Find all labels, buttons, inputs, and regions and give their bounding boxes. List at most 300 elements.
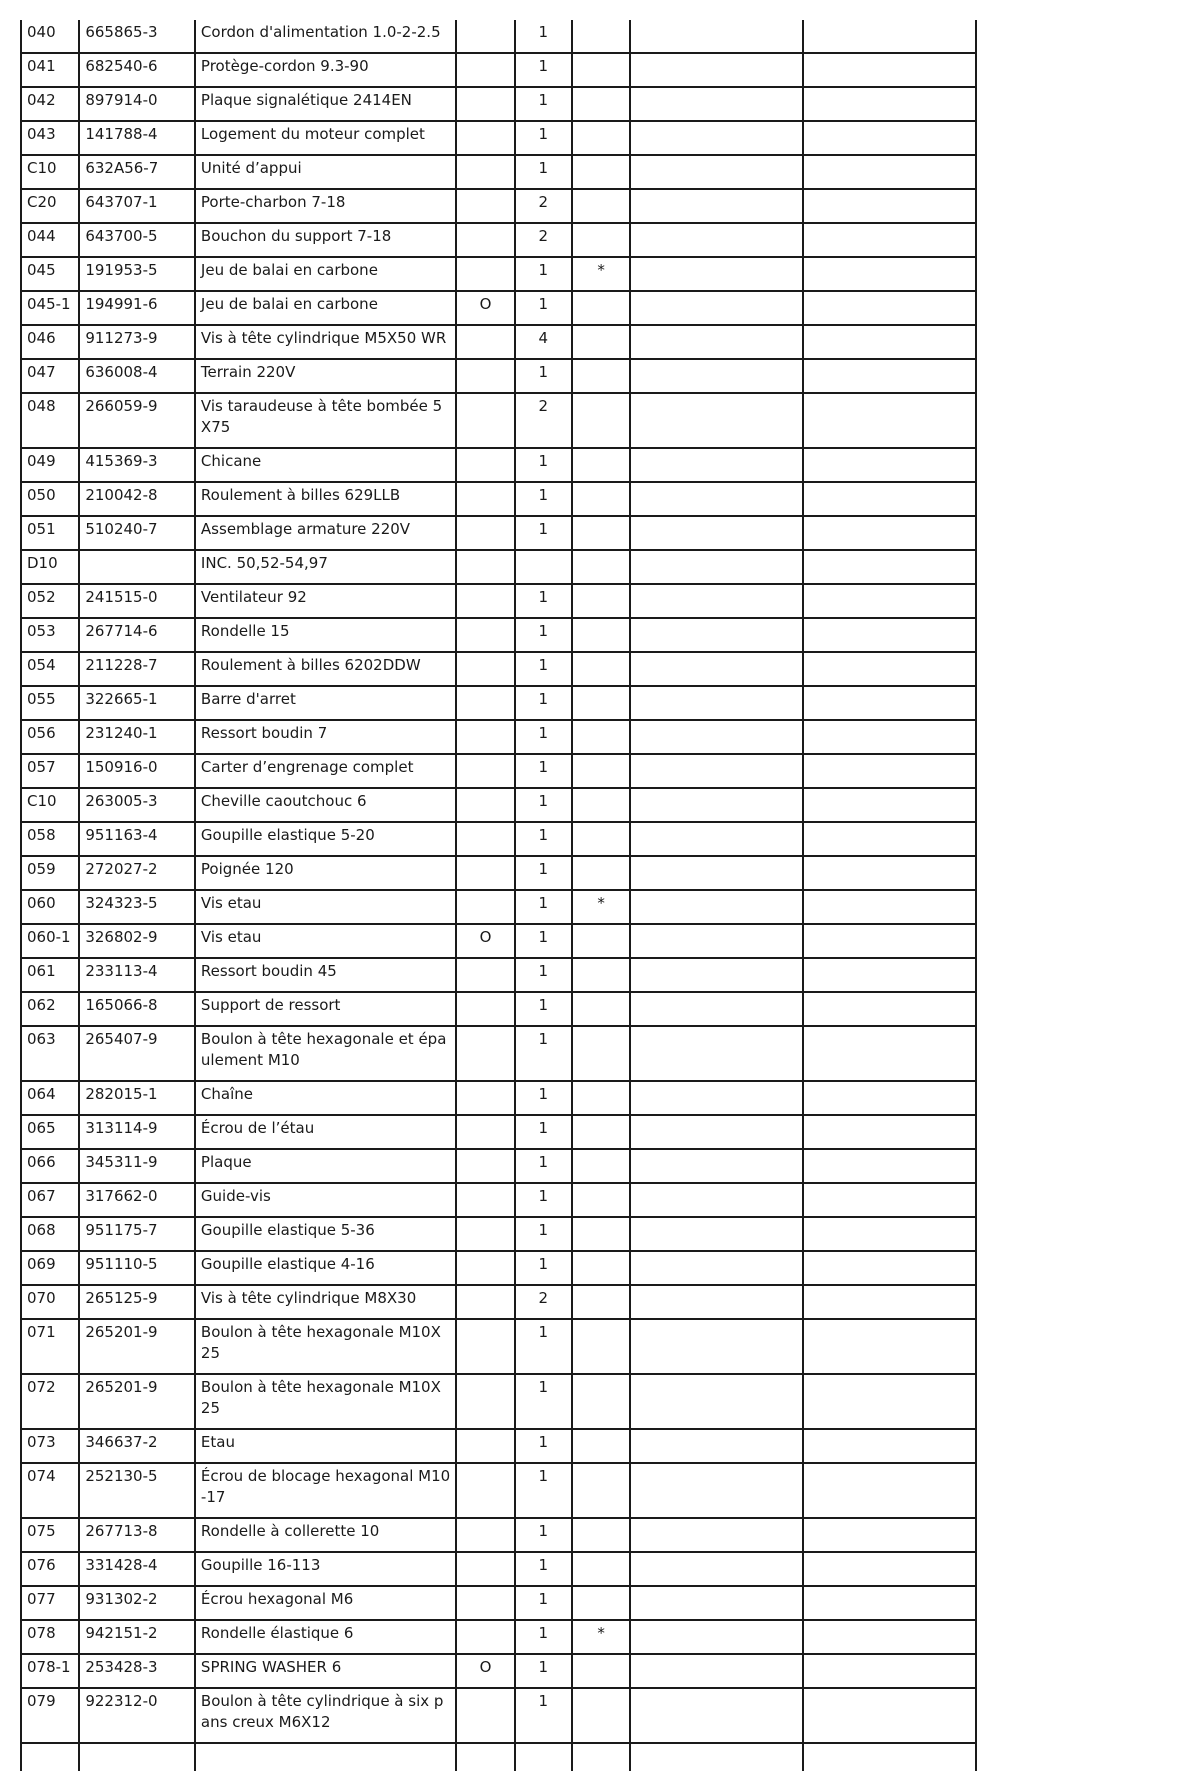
part-number-cell: 510240-7 xyxy=(79,516,195,550)
quantity-cell: 1 xyxy=(515,1183,572,1217)
quantity-cell: 1 xyxy=(515,53,572,87)
note-mark-cell xyxy=(572,189,630,223)
option-flag-cell xyxy=(456,550,514,584)
extra-cell-1 xyxy=(630,448,803,482)
quantity-cell: 1 xyxy=(515,291,572,325)
extra-cell-2 xyxy=(803,291,976,325)
note-mark-cell xyxy=(572,20,630,53)
table-row xyxy=(21,1285,976,1319)
note-mark-cell xyxy=(572,87,630,121)
part-number-cell: 272027-2 xyxy=(79,856,195,890)
quantity-cell: 1 xyxy=(515,1429,572,1463)
part-number-cell: 326802-9 xyxy=(79,924,195,958)
item-number-cell: 076 xyxy=(21,1552,79,1586)
item-number-cell: C20 xyxy=(21,189,79,223)
extra-cell-1 xyxy=(630,1081,803,1115)
extra-cell-1 xyxy=(630,223,803,257)
empty-cell xyxy=(195,1743,456,1771)
extra-cell-2 xyxy=(803,516,976,550)
note-mark-cell xyxy=(572,584,630,618)
quantity-cell: 1 xyxy=(515,257,572,291)
description-cell: Boulon à tête hexagonale M10X25 xyxy=(195,1319,456,1374)
table-row xyxy=(21,359,976,393)
description-cell: Cordon d'alimentation 1.0-2-2.5 xyxy=(195,20,456,53)
part-number-cell: 324323-5 xyxy=(79,890,195,924)
extra-cell-1 xyxy=(630,1688,803,1743)
note-mark-cell xyxy=(572,1081,630,1115)
note-mark-cell xyxy=(572,1429,630,1463)
quantity-cell: 1 xyxy=(515,1149,572,1183)
part-number-cell: 313114-9 xyxy=(79,1115,195,1149)
description-cell: Vis à tête cylindrique M5X50 WR xyxy=(195,325,456,359)
option-flag-cell: O xyxy=(456,291,514,325)
part-number-cell: 632A56-7 xyxy=(79,155,195,189)
part-number-cell: 331428-4 xyxy=(79,1552,195,1586)
option-flag-cell xyxy=(456,788,514,822)
part-number-cell: 322665-1 xyxy=(79,686,195,720)
table-row xyxy=(21,1429,976,1463)
part-number-cell: 267713-8 xyxy=(79,1518,195,1552)
item-number-cell: 051 xyxy=(21,516,79,550)
quantity-cell: 1 xyxy=(515,87,572,121)
extra-cell-2 xyxy=(803,53,976,87)
item-number-cell: 046 xyxy=(21,325,79,359)
quantity-cell xyxy=(515,550,572,584)
extra-cell-2 xyxy=(803,720,976,754)
item-number-cell: 043 xyxy=(21,121,79,155)
option-flag-cell xyxy=(456,1374,514,1429)
description-cell: Boulon à tête hexagonale M10X25 xyxy=(195,1374,456,1429)
option-flag-cell xyxy=(456,584,514,618)
table-row xyxy=(21,856,976,890)
part-number-cell: 665865-3 xyxy=(79,20,195,53)
item-number-cell: 077 xyxy=(21,1586,79,1620)
table-row xyxy=(21,992,976,1026)
option-flag-cell xyxy=(456,448,514,482)
note-mark-cell xyxy=(572,1183,630,1217)
empty-cell xyxy=(21,1743,79,1771)
item-number-cell: 065 xyxy=(21,1115,79,1149)
quantity-cell: 1 xyxy=(515,1251,572,1285)
item-number-cell: 073 xyxy=(21,1429,79,1463)
note-mark-cell: * xyxy=(572,257,630,291)
note-mark-cell xyxy=(572,1115,630,1149)
empty-cell xyxy=(572,1743,630,1771)
extra-cell-2 xyxy=(803,686,976,720)
note-mark-cell xyxy=(572,53,630,87)
extra-cell-2 xyxy=(803,257,976,291)
extra-cell-2 xyxy=(803,20,976,53)
extra-cell-1 xyxy=(630,121,803,155)
part-number-cell: 911273-9 xyxy=(79,325,195,359)
description-cell: Rondelle élastique 6 xyxy=(195,1620,456,1654)
extra-cell-1 xyxy=(630,155,803,189)
option-flag-cell xyxy=(456,121,514,155)
option-flag-cell xyxy=(456,393,514,448)
extra-cell-1 xyxy=(630,1552,803,1586)
extra-cell-1 xyxy=(630,754,803,788)
part-number-cell: 643707-1 xyxy=(79,189,195,223)
option-flag-cell xyxy=(456,652,514,686)
extra-cell-1 xyxy=(630,1586,803,1620)
note-mark-cell xyxy=(572,359,630,393)
option-flag-cell xyxy=(456,856,514,890)
table-row xyxy=(21,155,976,189)
note-mark-cell xyxy=(572,1586,630,1620)
item-number-cell: 071 xyxy=(21,1319,79,1374)
quantity-cell: 4 xyxy=(515,325,572,359)
part-number-cell: 265201-9 xyxy=(79,1319,195,1374)
extra-cell-2 xyxy=(803,822,976,856)
table-row-continuation xyxy=(21,1743,976,1771)
extra-cell-2 xyxy=(803,359,976,393)
option-flag-cell xyxy=(456,155,514,189)
description-cell: Bouchon du support 7-18 xyxy=(195,223,456,257)
description-cell: Goupille elastique 4-16 xyxy=(195,1251,456,1285)
part-number-cell: 415369-3 xyxy=(79,448,195,482)
description-cell: Écrou de l’étau xyxy=(195,1115,456,1149)
part-number-cell: 345311-9 xyxy=(79,1149,195,1183)
part-number-cell: 922312-0 xyxy=(79,1688,195,1743)
quantity-cell: 2 xyxy=(515,393,572,448)
part-number-cell: 194991-6 xyxy=(79,291,195,325)
extra-cell-2 xyxy=(803,1586,976,1620)
quantity-cell: 1 xyxy=(515,652,572,686)
item-number-cell: 048 xyxy=(21,393,79,448)
extra-cell-1 xyxy=(630,20,803,53)
extra-cell-2 xyxy=(803,1688,976,1743)
part-number-cell: 263005-3 xyxy=(79,788,195,822)
table-row xyxy=(21,1081,976,1115)
quantity-cell: 2 xyxy=(515,223,572,257)
extra-cell-2 xyxy=(803,1285,976,1319)
table-row xyxy=(21,1374,976,1429)
extra-cell-2 xyxy=(803,1149,976,1183)
quantity-cell: 1 xyxy=(515,1319,572,1374)
quantity-cell: 1 xyxy=(515,1654,572,1688)
option-flag-cell xyxy=(456,1149,514,1183)
extra-cell-1 xyxy=(630,516,803,550)
quantity-cell: 1 xyxy=(515,958,572,992)
description-cell: Cheville caoutchouc 6 xyxy=(195,788,456,822)
description-cell: Goupille 16-113 xyxy=(195,1552,456,1586)
extra-cell-1 xyxy=(630,1115,803,1149)
quantity-cell: 1 xyxy=(515,1217,572,1251)
description-cell: Etau xyxy=(195,1429,456,1463)
description-cell: Goupille elastique 5-20 xyxy=(195,822,456,856)
part-number-cell xyxy=(79,550,195,584)
table-row xyxy=(21,482,976,516)
part-number-cell: 951175-7 xyxy=(79,1217,195,1251)
extra-cell-1 xyxy=(630,652,803,686)
table-row xyxy=(21,788,976,822)
option-flag-cell xyxy=(456,686,514,720)
extra-cell-2 xyxy=(803,1620,976,1654)
option-flag-cell xyxy=(456,1251,514,1285)
item-number-cell: 067 xyxy=(21,1183,79,1217)
note-mark-cell xyxy=(572,1149,630,1183)
note-mark-cell xyxy=(572,856,630,890)
table-row xyxy=(21,924,976,958)
extra-cell-2 xyxy=(803,890,976,924)
description-cell: Barre d'arret xyxy=(195,686,456,720)
extra-cell-1 xyxy=(630,1285,803,1319)
description-cell: Vis etau xyxy=(195,890,456,924)
table-row xyxy=(21,1149,976,1183)
note-mark-cell xyxy=(572,992,630,1026)
table-row xyxy=(21,1217,976,1251)
option-flag-cell xyxy=(456,1183,514,1217)
quantity-cell: 1 xyxy=(515,1115,572,1149)
quantity-cell: 1 xyxy=(515,1463,572,1518)
parts-list-page xyxy=(20,20,977,1771)
note-mark-cell xyxy=(572,1374,630,1429)
description-cell: SPRING WASHER 6 xyxy=(195,1654,456,1688)
item-number-cell: 069 xyxy=(21,1251,79,1285)
item-number-cell: 044 xyxy=(21,223,79,257)
quantity-cell: 1 xyxy=(515,20,572,53)
extra-cell-2 xyxy=(803,1217,976,1251)
extra-cell-1 xyxy=(630,53,803,87)
table-row xyxy=(21,325,976,359)
note-mark-cell xyxy=(572,393,630,448)
table-row xyxy=(21,550,976,584)
part-number-cell: 165066-8 xyxy=(79,992,195,1026)
part-number-cell: 265201-9 xyxy=(79,1374,195,1429)
description-cell: Support de ressort xyxy=(195,992,456,1026)
extra-cell-2 xyxy=(803,1081,976,1115)
table-row xyxy=(21,686,976,720)
extra-cell-2 xyxy=(803,1552,976,1586)
part-number-cell: 253428-3 xyxy=(79,1654,195,1688)
parts-table-body xyxy=(21,20,976,1771)
extra-cell-2 xyxy=(803,550,976,584)
quantity-cell: 1 xyxy=(515,359,572,393)
part-number-cell: 265407-9 xyxy=(79,1026,195,1081)
table-row xyxy=(21,223,976,257)
part-number-cell: 951110-5 xyxy=(79,1251,195,1285)
extra-cell-2 xyxy=(803,754,976,788)
part-number-cell: 346637-2 xyxy=(79,1429,195,1463)
quantity-cell: 1 xyxy=(515,1081,572,1115)
option-flag-cell xyxy=(456,822,514,856)
item-number-cell: 079 xyxy=(21,1688,79,1743)
part-number-cell: 643700-5 xyxy=(79,223,195,257)
extra-cell-1 xyxy=(630,359,803,393)
table-row xyxy=(21,257,976,291)
item-number-cell: 060-1 xyxy=(21,924,79,958)
part-number-cell: 636008-4 xyxy=(79,359,195,393)
item-number-cell: 040 xyxy=(21,20,79,53)
note-mark-cell: * xyxy=(572,890,630,924)
note-mark-cell xyxy=(572,482,630,516)
part-number-cell: 317662-0 xyxy=(79,1183,195,1217)
description-cell: Ressort boudin 45 xyxy=(195,958,456,992)
parts-table xyxy=(20,20,977,1771)
table-row xyxy=(21,121,976,155)
option-flag-cell xyxy=(456,1552,514,1586)
item-number-cell: C10 xyxy=(21,788,79,822)
extra-cell-2 xyxy=(803,189,976,223)
extra-cell-1 xyxy=(630,1429,803,1463)
option-flag-cell xyxy=(456,1115,514,1149)
table-row xyxy=(21,1115,976,1149)
item-number-cell: 060 xyxy=(21,890,79,924)
table-row xyxy=(21,890,976,924)
option-flag-cell xyxy=(456,359,514,393)
extra-cell-2 xyxy=(803,992,976,1026)
description-cell: Boulon à tête cylindrique à six pans creux M6X12 xyxy=(195,1688,456,1743)
note-mark-cell xyxy=(572,291,630,325)
option-flag-cell: O xyxy=(456,1654,514,1688)
quantity-cell: 1 xyxy=(515,1620,572,1654)
quantity-cell: 1 xyxy=(515,121,572,155)
extra-cell-2 xyxy=(803,223,976,257)
extra-cell-2 xyxy=(803,584,976,618)
item-number-cell: 074 xyxy=(21,1463,79,1518)
note-mark-cell xyxy=(572,1285,630,1319)
option-flag-cell xyxy=(456,482,514,516)
item-number-cell: 054 xyxy=(21,652,79,686)
table-row xyxy=(21,393,976,448)
extra-cell-2 xyxy=(803,924,976,958)
extra-cell-1 xyxy=(630,291,803,325)
description-cell: Ventilateur 92 xyxy=(195,584,456,618)
table-row xyxy=(21,652,976,686)
extra-cell-2 xyxy=(803,1463,976,1518)
extra-cell-1 xyxy=(630,992,803,1026)
description-cell: Écrou hexagonal M6 xyxy=(195,1586,456,1620)
item-number-cell: 047 xyxy=(21,359,79,393)
note-mark-cell xyxy=(572,223,630,257)
item-number-cell: 078-1 xyxy=(21,1654,79,1688)
extra-cell-2 xyxy=(803,618,976,652)
description-cell: Boulon à tête hexagonale et épaulement M10 xyxy=(195,1026,456,1081)
description-cell: Porte-charbon 7-18 xyxy=(195,189,456,223)
extra-cell-1 xyxy=(630,482,803,516)
option-flag-cell xyxy=(456,1518,514,1552)
extra-cell-1 xyxy=(630,856,803,890)
description-cell: Protège-cordon 9.3-90 xyxy=(195,53,456,87)
extra-cell-2 xyxy=(803,482,976,516)
note-mark-cell xyxy=(572,1217,630,1251)
extra-cell-1 xyxy=(630,1217,803,1251)
note-mark-cell xyxy=(572,1688,630,1743)
extra-cell-2 xyxy=(803,958,976,992)
part-number-cell: 231240-1 xyxy=(79,720,195,754)
table-row xyxy=(21,448,976,482)
note-mark-cell xyxy=(572,325,630,359)
table-row xyxy=(21,1026,976,1081)
note-mark-cell xyxy=(572,720,630,754)
table-row xyxy=(21,1552,976,1586)
extra-cell-2 xyxy=(803,1026,976,1081)
quantity-cell: 1 xyxy=(515,890,572,924)
extra-cell-2 xyxy=(803,1374,976,1429)
quantity-cell: 1 xyxy=(515,992,572,1026)
extra-cell-2 xyxy=(803,1115,976,1149)
quantity-cell: 1 xyxy=(515,1026,572,1081)
note-mark-cell xyxy=(572,1251,630,1285)
item-number-cell: 059 xyxy=(21,856,79,890)
item-number-cell: D10 xyxy=(21,550,79,584)
empty-cell xyxy=(79,1743,195,1771)
description-cell: Rondelle 15 xyxy=(195,618,456,652)
note-mark-cell: * xyxy=(572,1620,630,1654)
table-row xyxy=(21,516,976,550)
extra-cell-2 xyxy=(803,652,976,686)
table-row xyxy=(21,1688,976,1743)
note-mark-cell xyxy=(572,652,630,686)
extra-cell-1 xyxy=(630,87,803,121)
table-row xyxy=(21,1586,976,1620)
item-number-cell: 062 xyxy=(21,992,79,1026)
part-number-cell: 150916-0 xyxy=(79,754,195,788)
description-cell: Chaîne xyxy=(195,1081,456,1115)
quantity-cell: 1 xyxy=(515,1552,572,1586)
extra-cell-1 xyxy=(630,1026,803,1081)
extra-cell-1 xyxy=(630,257,803,291)
part-number-cell: 931302-2 xyxy=(79,1586,195,1620)
extra-cell-2 xyxy=(803,393,976,448)
option-flag-cell xyxy=(456,1586,514,1620)
extra-cell-1 xyxy=(630,890,803,924)
option-flag-cell xyxy=(456,1217,514,1251)
table-row xyxy=(21,1620,976,1654)
option-flag-cell xyxy=(456,20,514,53)
item-number-cell: 045-1 xyxy=(21,291,79,325)
part-number-cell: 951163-4 xyxy=(79,822,195,856)
table-row xyxy=(21,754,976,788)
part-number-cell: 211228-7 xyxy=(79,652,195,686)
table-row xyxy=(21,53,976,87)
option-flag-cell xyxy=(456,1620,514,1654)
note-mark-cell xyxy=(572,1518,630,1552)
option-flag-cell xyxy=(456,1285,514,1319)
part-number-cell: 210042-8 xyxy=(79,482,195,516)
part-number-cell: 267714-6 xyxy=(79,618,195,652)
extra-cell-2 xyxy=(803,121,976,155)
part-number-cell: 265125-9 xyxy=(79,1285,195,1319)
extra-cell-2 xyxy=(803,448,976,482)
description-cell: Jeu de balai en carbone xyxy=(195,291,456,325)
quantity-cell: 2 xyxy=(515,1285,572,1319)
item-number-cell: 050 xyxy=(21,482,79,516)
extra-cell-1 xyxy=(630,1518,803,1552)
table-row xyxy=(21,1319,976,1374)
item-number-cell: 058 xyxy=(21,822,79,856)
description-cell: Logement du moteur complet xyxy=(195,121,456,155)
quantity-cell: 1 xyxy=(515,822,572,856)
description-cell: Vis à tête cylindrique M8X30 xyxy=(195,1285,456,1319)
option-flag-cell xyxy=(456,890,514,924)
description-cell: Rondelle à collerette 10 xyxy=(195,1518,456,1552)
option-flag-cell xyxy=(456,992,514,1026)
part-number-cell: 191953-5 xyxy=(79,257,195,291)
part-number-cell: 282015-1 xyxy=(79,1081,195,1115)
extra-cell-1 xyxy=(630,822,803,856)
description-cell: Plaque xyxy=(195,1149,456,1183)
item-number-cell: 078 xyxy=(21,1620,79,1654)
quantity-cell: 1 xyxy=(515,788,572,822)
description-cell: Vis taraudeuse à tête bombée 5X75 xyxy=(195,393,456,448)
extra-cell-1 xyxy=(630,1463,803,1518)
quantity-cell: 1 xyxy=(515,618,572,652)
extra-cell-1 xyxy=(630,1620,803,1654)
item-number-cell: 049 xyxy=(21,448,79,482)
extra-cell-1 xyxy=(630,189,803,223)
note-mark-cell xyxy=(572,448,630,482)
